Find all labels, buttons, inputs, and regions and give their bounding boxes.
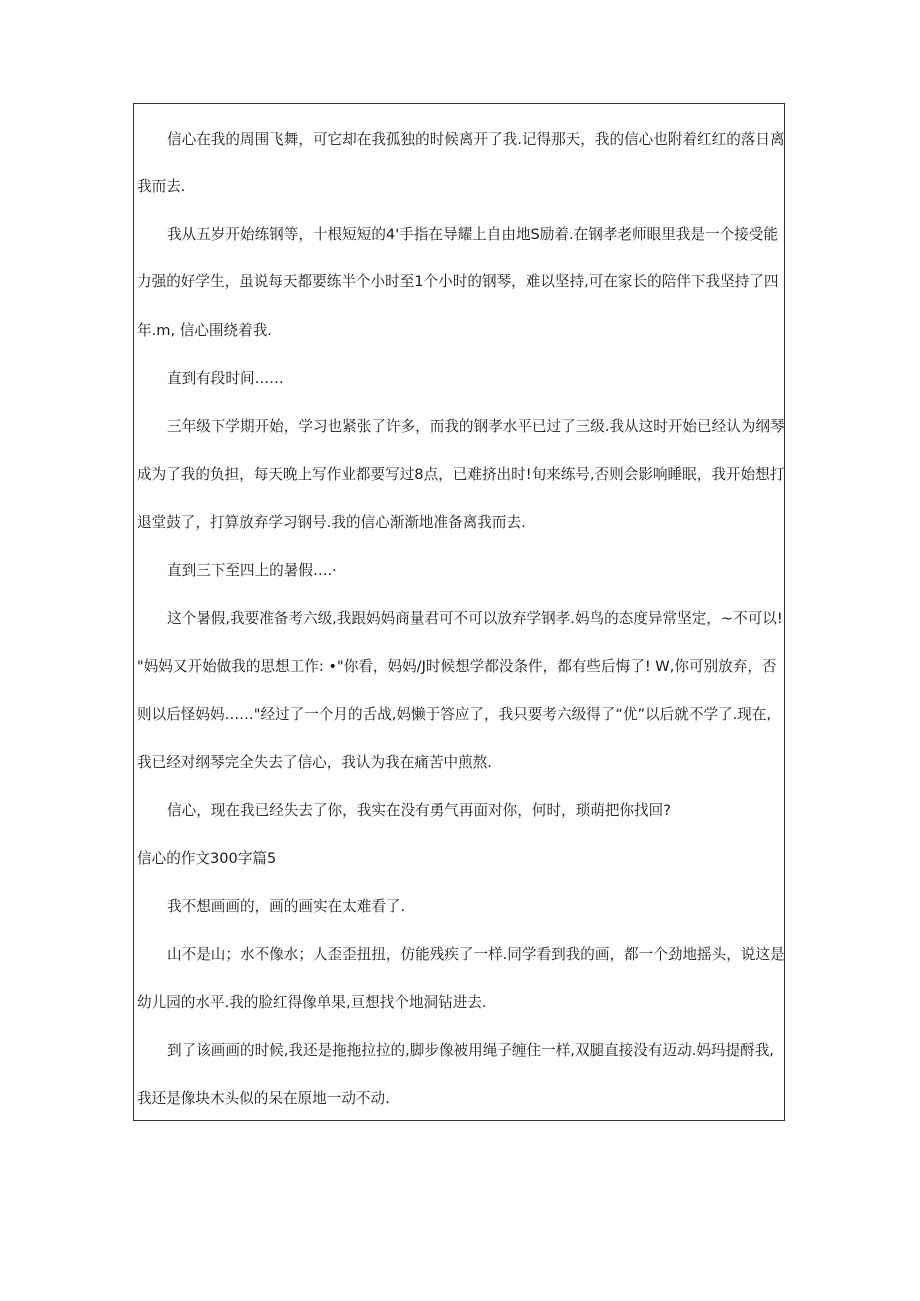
paragraph-line: 山不是山；水不像水；人歪歪扭扭，仿能残疾了一样.同学看到我的画，都一个劲地摇头，说这是 <box>167 946 785 963</box>
paragraph-line: 成为了我的负担，每天晚上写作业都要写过8点，已难挤出时!旬来练号,否则会影响睡眠，我开始想打 <box>137 466 785 483</box>
section-heading: 信心的作文300字篇5 <box>137 850 277 867</box>
paragraph-line: 年.m, 信心围绕着我. <box>137 322 272 339</box>
paragraph-line: 力强的好学生，虽说每天都要练半个小时至1个小时的钢琴，难以坚持,可在家长的陪伴下我坚持了四 <box>137 273 779 290</box>
document-page <box>133 103 785 1121</box>
paragraph-line: 三年级下学期开始，学习也紧张了许多，而我的钢孝水平已过了三级.我从这时开始已经认为纲琴 <box>167 418 785 435</box>
paragraph-line: 这个暑假,我要准备考六级,我跟妈妈商量君可不可以放弃学钢孝.妈鸟的态度异常坚定，~不可以! <box>167 610 783 627</box>
paragraph-line: 我而去. <box>137 178 186 195</box>
paragraph-line: 直到三下至四上的暑假….· <box>167 562 337 579</box>
paragraph-line: 我从五岁开始练钢等，十根短短的4'手指在导耀上自由地S励着.在钢孝老师眼里我是一个接受能 <box>167 226 778 243</box>
paragraph-line: "妈妈又开始做我的思想工作: •"你看，妈妈/J时候想学都没条件，都有些后悔了! W,你可别放弃，否 <box>137 658 777 675</box>
paragraph-line: 到了该画画的时候,我还是拖拖拉拉的,脚步像被用绳子缠住一样,双腿直接没有迈动.妈玛提酹我, <box>167 1042 774 1059</box>
paragraph-line: 直到有段时间…… <box>167 370 284 387</box>
paragraph-line: 我已经对纲琴完全失去了信心，我认为我在痛苦中煎熬. <box>137 754 492 771</box>
paragraph-line: 则以后怪妈妈……"经过了一个月的舌战,妈懒于答应了，我只要考六级得了“优”以后就不学了.现在, <box>137 706 772 723</box>
paragraph-line: 退堂鼓了，打算放弃学习钢号.我的信心渐渐地准备离我而去. <box>137 514 526 531</box>
paragraph-line: 我还是像块木头似的呆在原地一动不动. <box>137 1090 390 1107</box>
paragraph-line: 信心在我的周围飞舞，可它却在我孤独的时候离开了我.记得那天，我的信心也附着红红的落日离 <box>167 131 785 148</box>
paragraph-line: 幼儿园的水平.我的脸红得像单果,亘想找个地洞钻进去. <box>137 994 487 1011</box>
paragraph-line: 我不想画画的，画的画实在太难看了. <box>167 898 406 915</box>
paragraph-line: 信心，现在我已经失去了你，我实在没有勇气再面对你，何时，琐萌把你找回? <box>167 802 671 819</box>
